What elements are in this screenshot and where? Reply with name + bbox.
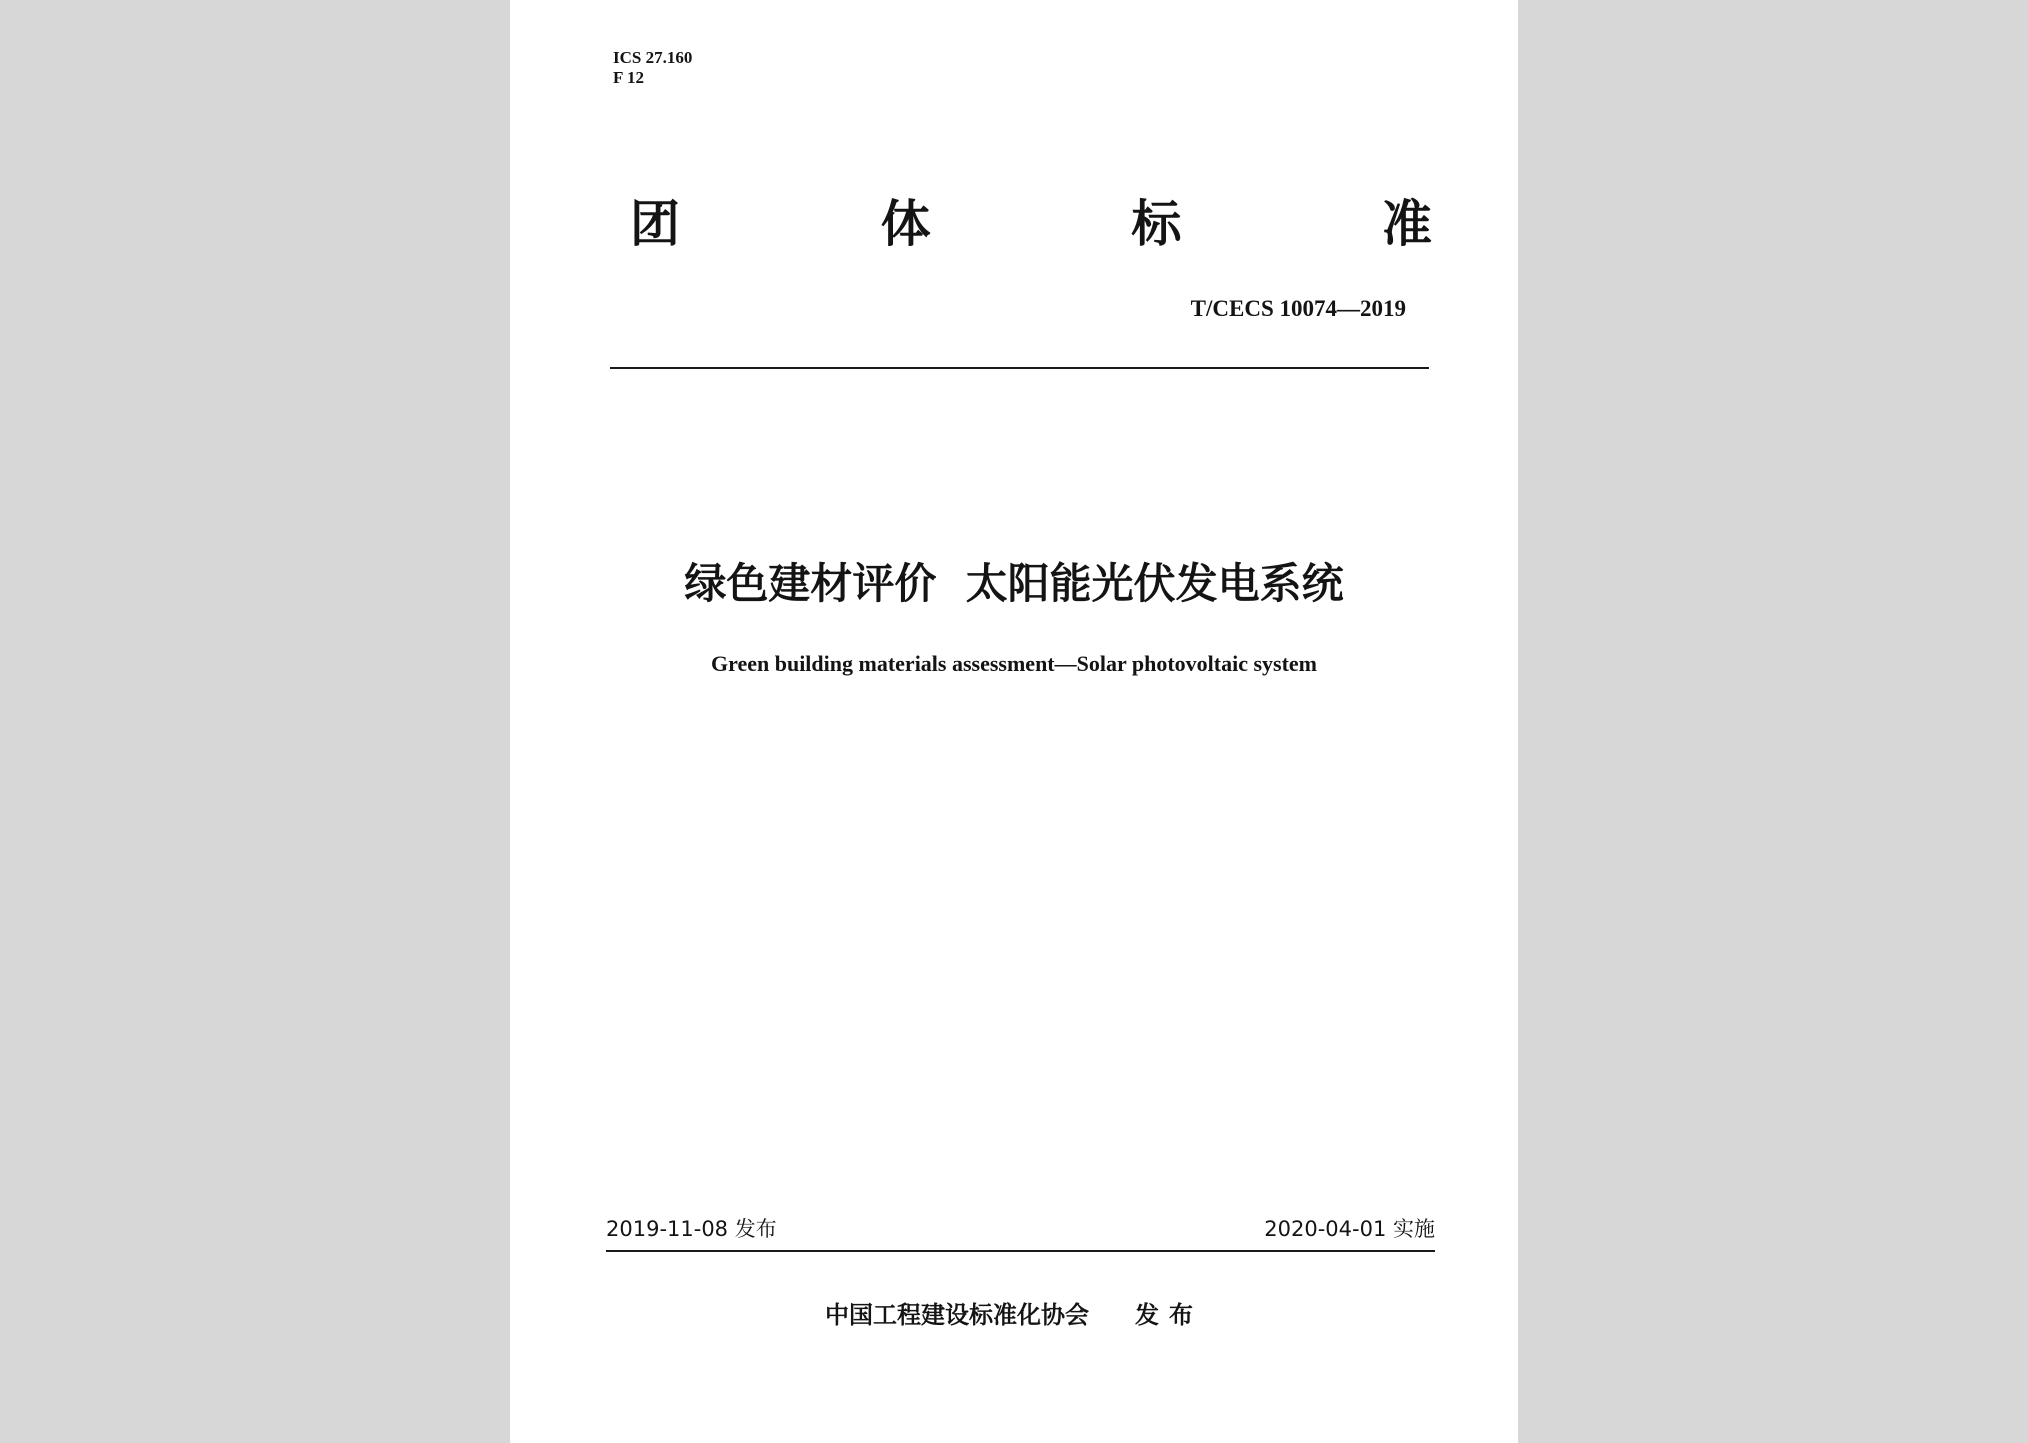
publisher-name: 中国工程建设标准化协会 — [825, 1301, 1089, 1329]
standard-type-char: 团 — [630, 195, 680, 253]
standard-type-char: 标 — [1131, 195, 1182, 253]
header-divider — [610, 367, 1429, 369]
standard-type-heading — [630, 192, 1432, 256]
date-row — [606, 1215, 1435, 1243]
implementation-date: 2020-04-01 实施 — [1264, 1217, 1435, 1241]
footer-divider — [606, 1250, 1435, 1252]
publisher-action: 发布 — [1135, 1301, 1203, 1329]
document-title-english: Green building materials assessment—Solar photovoltaic system — [710, 651, 1318, 676]
document-page — [510, 0, 1518, 1443]
standard-type-char: 体 — [880, 195, 931, 253]
standard-type-char: 准 — [1381, 195, 1432, 253]
standard-code: T/CECS 10074—2019 — [1190, 296, 1406, 321]
classification-codes — [613, 48, 692, 88]
issue-date: 2019-11-08 发布 — [606, 1217, 777, 1241]
ccs-code: F 12 — [613, 68, 645, 87]
publisher-line — [510, 1299, 1518, 1331]
document-title-chinese: 绿色建材评价 太阳能光伏发电系统 — [684, 559, 1344, 608]
ics-code: ICS 27.160 — [613, 48, 693, 67]
